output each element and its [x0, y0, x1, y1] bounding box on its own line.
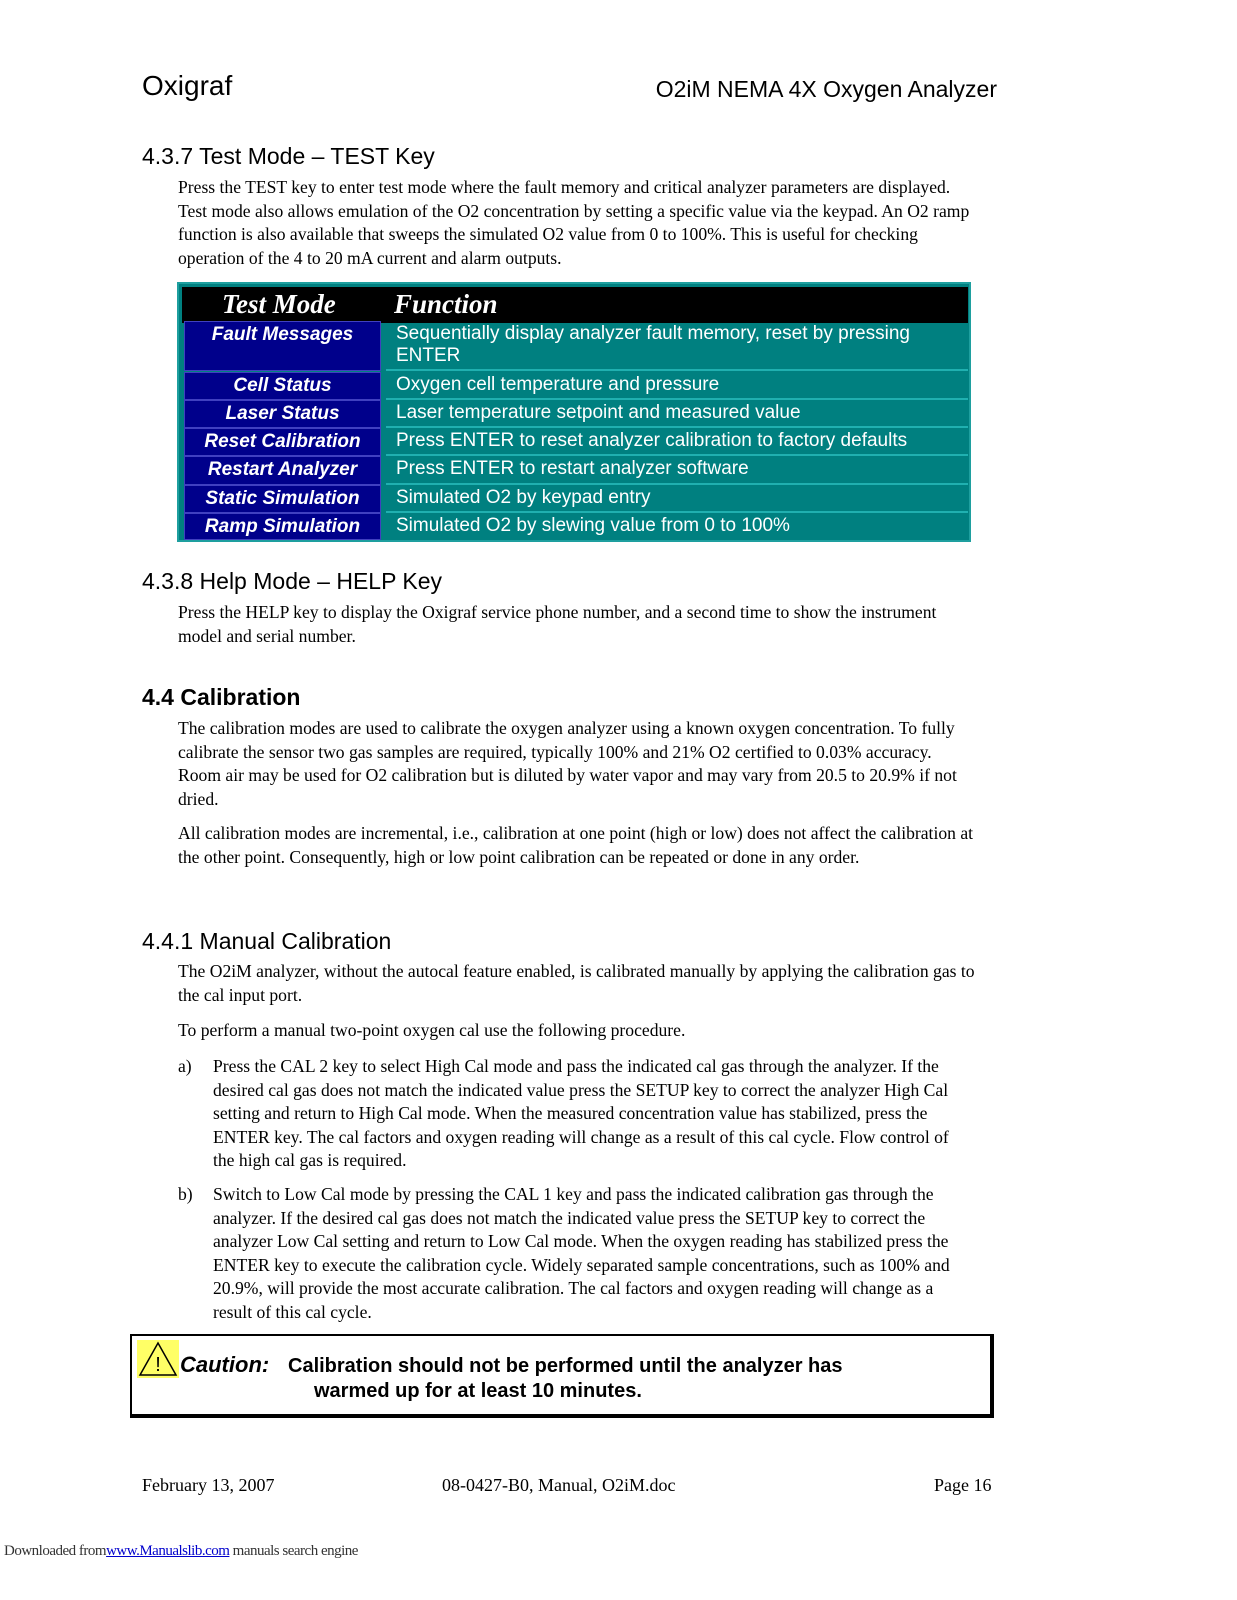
list-item-text: Switch to Low Cal mode by pressing the CAL 1 key and pass the indicated calibration gas through the analyzer. If the desired cal gas does not match the indicated value press the SETUP key to correct the analyzer Low Cal setting and return to Low Cal mode. When the oxygen reading has stabilized press the ENTER key to execute the calibration cycle. Widely separated sample concentrations, such as 100% and 20.9%, will provide the most accurate calibration. The cal factors and oxygen reading will change as a result of this cal cycle.	[213, 1184, 950, 1322]
section-heading-4-4-1: 4.4.1 Manual Calibration	[142, 928, 392, 954]
test-mode-table	[177, 282, 971, 542]
test-mode-cell: Fault Messages	[184, 321, 381, 371]
download-source-note	[4, 1543, 358, 1560]
manual-cal-paragraph: The O2iM analyzer, without the autocal feature enabled, is calibrated manually by applying the calibration gas to the cal input port.	[178, 961, 975, 1005]
table-header-test-mode: Test Mode	[222, 289, 336, 319]
footer-page-number: Page 16	[934, 1475, 992, 1495]
list-item-label: b)	[178, 1184, 193, 1204]
function-cell: Oxygen cell temperature and pressure	[386, 372, 968, 400]
test-mode-cell: Static Simulation	[184, 485, 381, 513]
function-cell: Press ENTER to reset analyzer calibration to factory defaults	[386, 428, 968, 456]
section-heading-4-3-8: 4.3.8 Help Mode – HELP Key	[142, 568, 443, 594]
table-row	[182, 400, 968, 428]
function-cell: Simulated O2 by keypad entry	[386, 485, 968, 513]
help-mode-description: Press the HELP key to display the Oxigraf service phone number, and a second time to show the instrument model and serial number.	[178, 602, 937, 646]
function-cell: Simulated O2 by slewing value from 0 to 100%	[396, 515, 790, 536]
caution-label: Caution:	[180, 1352, 270, 1377]
table-header-row	[182, 287, 968, 323]
test-mode-cell: Reset Calibration	[184, 428, 381, 456]
svg-text:!: !	[155, 1354, 161, 1376]
test-mode-cell: Cell Status	[184, 372, 381, 400]
test-mode-cell: Ramp Simulation	[184, 513, 381, 540]
section-heading-4-4: 4.4 Calibration	[142, 684, 301, 710]
table-row	[182, 456, 968, 485]
table-row	[182, 321, 968, 371]
test-mode-cell: Laser Status	[184, 400, 381, 428]
table-header-function: Function	[394, 289, 498, 319]
footer-date: February 13, 2007	[142, 1475, 275, 1495]
list-item-label: a)	[178, 1056, 192, 1076]
list-item-text: Press the CAL 2 key to select High Cal mode and pass the indicated cal gas through the analyzer. If the desired cal gas does not match the indicated value press the SETUP key to correct the analyzer High Cal setting and return to High Cal mode. When the measured concentration value has stabilized, press the ENTER key. The cal factors and oxygen reading will change as a result of this cal cycle. Flow control of the high cal gas is required.	[213, 1056, 949, 1170]
caution-text-line1: Calibration should not be performed until the analyzer has	[288, 1355, 843, 1377]
list-item	[178, 1183, 978, 1323]
function-cell: Sequentially display analyzer fault memory, reset by pressing ENTER	[386, 321, 968, 371]
table-row	[182, 428, 968, 456]
download-prefix: Downloaded from	[4, 1543, 107, 1559]
list-item	[178, 1055, 978, 1175]
manualslib-link[interactable]: www.Manualslib.com	[106, 1543, 230, 1559]
table-row	[182, 485, 968, 513]
test-mode-description: Press the TEST key to enter test mode where the fault memory and critical analyzer parameters are displayed. Test mode also allows emulation of the O2 concentration by setting a specific value via the keypad. An O2 ramp function is also available that sweeps the simulated O2 value from 0 to 100%. This is useful for checking operation of the 4 to 20 mA current and alarm outputs.	[178, 177, 970, 268]
section-heading-4-3-7: 4.3.7 Test Mode – TEST Key	[142, 143, 435, 169]
caution-text-line2: warmed up for at least 10 minutes.	[314, 1380, 642, 1402]
table-row	[182, 372, 968, 400]
warning-triangle-icon	[137, 1340, 179, 1378]
manual-cal-procedure-intro: To perform a manual two-point oxygen cal use the following procedure.	[178, 1020, 686, 1040]
test-mode-cell: Restart Analyzer	[184, 456, 381, 485]
table-row	[182, 513, 968, 540]
download-suffix: manuals search engine	[229, 1543, 358, 1559]
calibration-incremental-paragraph: All calibration modes are incremental, i.e., calibration at one point (high or low) does not affect the calibration at the other point. Consequently, high or low point calibration can be repeated or done in any order.	[178, 823, 974, 867]
caution-box	[130, 1334, 994, 1418]
function-cell: Press ENTER to restart analyzer software	[386, 456, 968, 485]
footer-doc-id: 08-0427-B0, Manual, O2iM.doc	[442, 1475, 676, 1495]
calibration-intro-paragraph: The calibration modes are used to calibrate the oxygen analyzer using a known oxygen concentration. To fully calibrate the sensor two gas samples are required, typically 100% and 21% O2 certified to 0.03% accuracy. Room air may be used for O2 calibration but is diluted by water vapor and may vary from 20.5 to 20.9% if not dried.	[178, 718, 957, 809]
product-title: O2iM NEMA 4X Oxygen Analyzer	[655, 76, 997, 102]
brand-name: Oxigraf	[142, 70, 233, 101]
function-cell: Laser temperature setpoint and measured value	[386, 400, 968, 428]
